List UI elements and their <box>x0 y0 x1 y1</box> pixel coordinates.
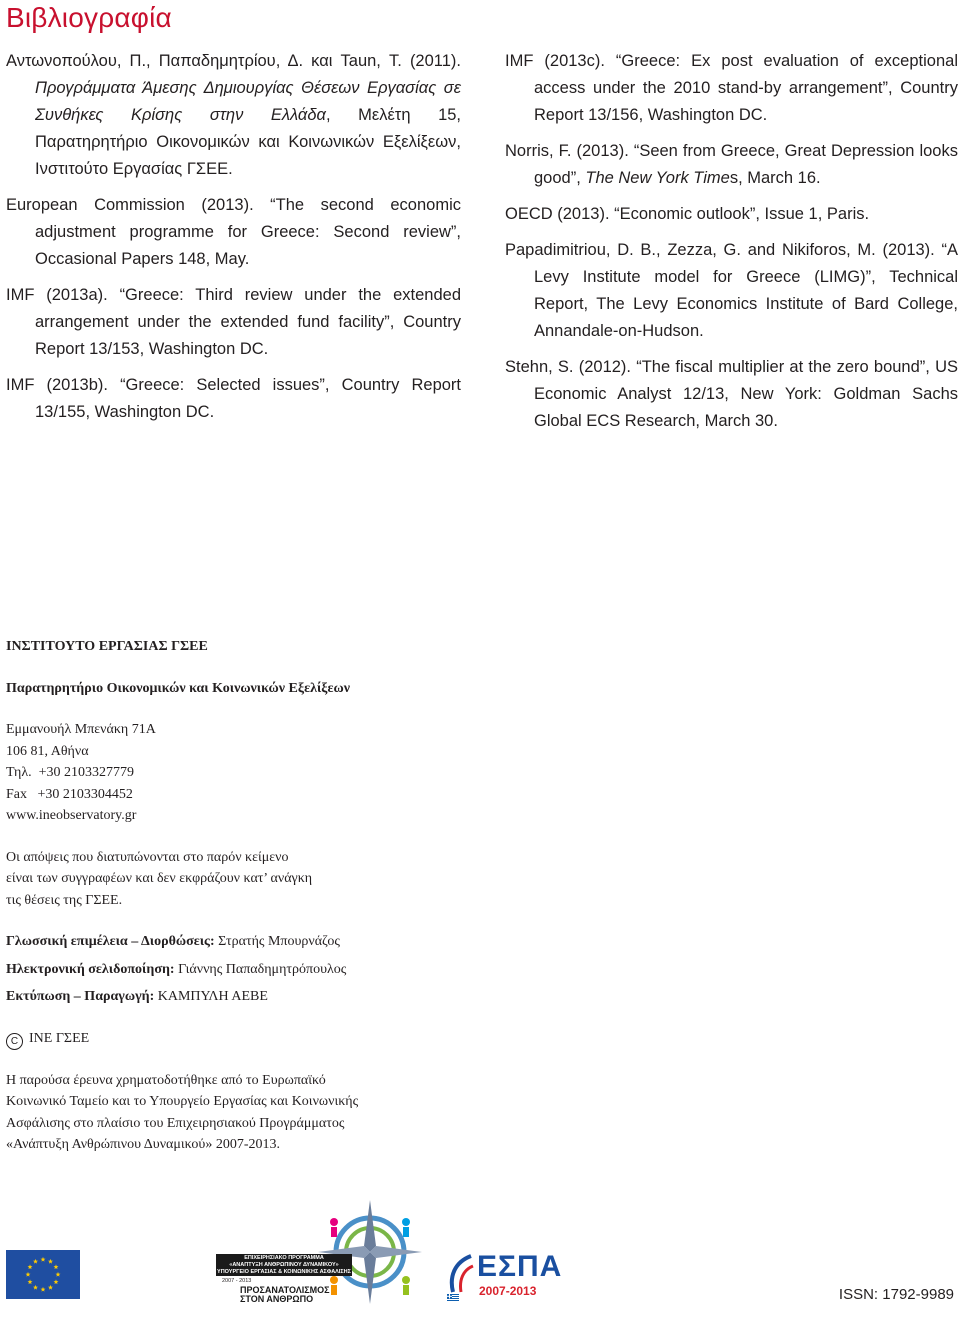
espa-name: ΕΣΠΑ <box>477 1250 563 1283</box>
reference-details: , Μελέτη 15, Παρατηρητήριο Οικονομικών και Κοινωνικών Εξελίξεων, Ινστιτούτο Εργασίας ΓΣΕΕ. <box>35 106 462 178</box>
funding-line: Κοινωνικό Ταμείο και το Υπουργείο Εργασίας και Κοινωνικής <box>6 1094 359 1109</box>
program-badge <box>216 1254 352 1276</box>
reference-item <box>505 237 958 345</box>
espa-years: 2007-2013 <box>479 1284 537 1298</box>
reference-authors: Αντωνοπούλου, Π., Παπαδημητρίου, Δ. και Taun, Τ. (2011). <box>6 52 461 70</box>
program-motto <box>240 1286 330 1304</box>
copyright-holder: ΙΝΕ ΓΣΕΕ <box>29 1030 90 1046</box>
program-badge-line: «ΑΝΑΠΤΥΞΗ ΑΝΘΡΩΠΙΝΟΥ ΔΥΝΑΜΙΚΟΥ» <box>229 1262 339 1268</box>
reference-details: “Seen from Greece, Great Depression looks good”, <box>534 142 958 187</box>
eu-stars-icon <box>6 1250 80 1299</box>
reference-item <box>6 282 461 363</box>
reference-date: s, March 16. <box>729 169 821 187</box>
eu-star-icon <box>54 1279 59 1284</box>
reference-authors: IMF (2013c). <box>505 52 605 70</box>
reference-details: “Greece: Selected issues”, Country Report 13/155, Washington DC. <box>35 376 461 421</box>
eu-star-icon <box>54 1264 59 1269</box>
reference-details: “A Levy Institute model for Greece (LIMG)”, Technical Report, The Levy Economics Institute of Bard College, Annandale-on-Hudson. <box>534 241 958 340</box>
credit-printing <box>6 986 606 1008</box>
funding-line: Ασφάλισης στο πλαίσιο του Επιχειρησιακού Προγράμματος <box>6 1115 345 1131</box>
reference-authors: European Commission (2013). <box>6 196 254 214</box>
reference-item <box>505 354 958 435</box>
reference-title: Προγράμματα Άμεσης Δημιουργίας Θέσεων Εργασίας σε Συνθήκες Κρίσης στην Ελλάδα <box>35 79 461 124</box>
reference-details: “The second economic adjustment programme for Greece: Second review”, Occasional Papers 148, May. <box>35 196 461 268</box>
address-line: 106 81, Αθήνα <box>6 743 89 759</box>
disclaimer-line: τις θέσεις της ΓΣΕΕ. <box>6 892 123 908</box>
eu-star-icon <box>41 1287 46 1292</box>
reference-details: “Greece: Third review under the extended arrangement under the extended fund facility”, Country Report 13/153, Washington DC. <box>35 286 461 358</box>
program-motto-line: ΣΤΟΝ ΑΝΘΡΩΠΟ <box>240 1294 314 1304</box>
eu-star-icon <box>56 1272 61 1277</box>
reference-details: “The fiscal multiplier at the zero bound”, US Economic Analyst 12/13, New York: Goldman Sachs Global ECS Research, March 30. <box>534 358 958 430</box>
credit-label: Εκτύπωση – Παραγωγή: <box>6 989 155 1004</box>
eu-star-icon <box>48 1259 53 1264</box>
program-badge-line: ΥΠΟΥΡΓΕΙΟ ΕΡΓΑΣΙΑΣ & ΚΟΙΝΩΝΙΚΗΣ ΑΣΦΑΛΙΣΗΣ <box>217 1269 351 1275</box>
eu-star-icon <box>41 1257 46 1262</box>
program-badge-line: ΕΠΙΧΕΙΡΗΣΙΑΚΟ ΠΡΟΓΡΑΜΜΑ <box>244 1255 324 1261</box>
espa-logo <box>447 1250 563 1306</box>
credit-value: Στρατής Μπουρνάζος <box>214 934 340 949</box>
website-link[interactable]: www.ineobservatory.gr <box>6 808 137 823</box>
phone-number: Τηλ. +30 2103327779 <box>6 765 135 780</box>
page-title: Βιβλιογραφία <box>6 2 172 33</box>
eu-star-icon <box>28 1279 33 1284</box>
program-logo <box>216 1254 352 1302</box>
references-left-column <box>6 48 461 435</box>
eu-flag-icon <box>6 1250 80 1299</box>
greek-flag-icon <box>447 1294 459 1302</box>
reference-authors: IMF (2013b). <box>6 376 108 394</box>
credit-label: Ηλεκτρονική σελιδοποίηση: <box>6 961 175 977</box>
imprint-block <box>6 636 606 1156</box>
reference-journal: The New York Time <box>585 169 730 187</box>
eu-star-icon <box>26 1272 31 1277</box>
reference-item <box>505 138 958 192</box>
disclaimer-line: Οι απόψεις που διατυπώνονται στο παρόν κείμενο <box>6 849 289 865</box>
reference-item <box>6 192 461 273</box>
credit-layout <box>6 959 606 981</box>
copyright-icon: C <box>6 1033 23 1050</box>
espa-swoosh-icon <box>447 1254 475 1294</box>
reference-authors: Norris, F. (2013). <box>505 142 629 160</box>
credit-value: Γιάννης Παπαδημητρόπουλος <box>174 961 347 977</box>
reference-details: “Greece: Ex post evaluation of exceptional access under the 2010 stand-by arrangement”, Country Report 13/156, Washington DC. <box>534 52 958 124</box>
credit-editing <box>6 931 606 953</box>
eu-star-icon <box>48 1285 53 1290</box>
eu-star-icon <box>33 1285 38 1290</box>
references-right-column <box>505 48 958 444</box>
reference-item <box>505 201 958 228</box>
reference-authors: Papadimitriou, D. B., Zezza, G. and Nikiforos, M. (2013). <box>505 241 935 259</box>
credit-value: ΚΑΜΠΥΛΗ ΑΕΒΕ <box>154 989 268 1004</box>
program-years: 2007 - 2013 <box>222 1278 252 1284</box>
funding-line: «Ανάπτυξη Ανθρώπινου Δυναμικού» 2007-2013. <box>6 1137 280 1152</box>
reference-authors: Stehn, S. (2012). <box>505 358 632 376</box>
eu-star-icon <box>28 1264 33 1269</box>
reference-item <box>6 48 461 183</box>
reference-item <box>505 48 958 129</box>
eu-star-icon <box>33 1259 38 1264</box>
logos-footer <box>0 1190 960 1320</box>
copyright-line <box>6 1028 606 1050</box>
institute-name: ΙΝΣΤΙΤΟΥΤΟ ΕΡΓΑΣΙΑΣ ΓΣΕΕ <box>6 639 208 654</box>
disclaimer-line: είναι των συγγραφέων και δεν εκφράζουν κατ’ ανάγκη <box>6 871 313 886</box>
observatory-name: Παρατηρητήριο Οικονομικών και Κοινωνικών Εξελίξεων <box>6 680 350 696</box>
address-line: Εμμανουήλ Μπενάκη 71Α <box>6 722 156 737</box>
fax-number: Fax +30 2103304452 <box>6 786 133 802</box>
credit-label: Γλωσσική επιμέλεια – Διορθώσεις: <box>6 934 215 949</box>
reference-details: “Economic outlook”, Issue 1, Paris. <box>609 205 870 223</box>
program-motto-line: ΠΡΟΣΑΝΑΤΟΛΙΣΜΟΣ <box>240 1285 330 1295</box>
reference-item <box>6 372 461 426</box>
issn-number: ISSN: 1792-9989 <box>838 1286 954 1303</box>
funding-line: Η παρούσα έρευνα χρηματοδοτήθηκε από το Ευρωπαϊκό <box>6 1072 326 1088</box>
reference-authors: IMF (2013a). <box>6 286 108 304</box>
reference-authors: OECD (2013). <box>505 205 610 223</box>
